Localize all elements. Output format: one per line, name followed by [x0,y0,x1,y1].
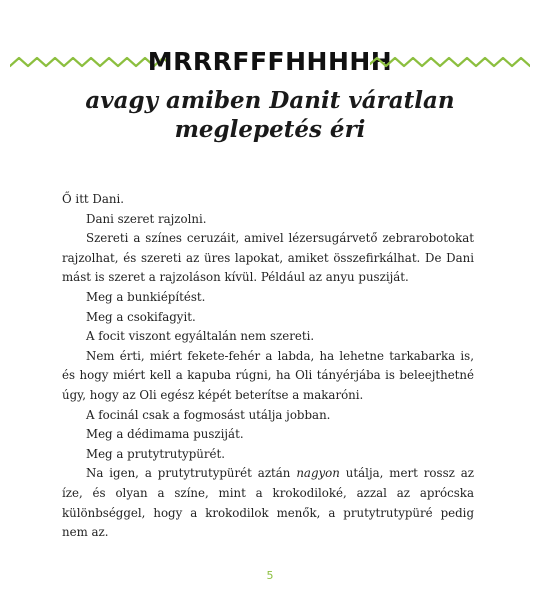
paragraph: A focit viszont egyáltalán nem szereti. [86,329,315,344]
zigzag-ornament-right [370,52,530,72]
paragraph-last [62,464,474,542]
subtitle-line-1: avagy amiben Danit váratlan [85,87,455,114]
page-number: 5 [266,569,274,582]
paragraph: Dani szeret rajzolni. [86,211,207,226]
paragraph: Szereti a színes ceruzáit, amivel lézersugárvető zebrarobotokat rajzolhat, és szereti az üres lapokat, amiket összefirkálhat. De Dani mást is szeret a rajzoláson kívül. Például az anyu pusziját. [62,231,474,285]
emphasized-word: nagyon [296,466,340,481]
paragraph: Meg a dédimama pusziját. [86,427,244,442]
paragraph: A focinál csak a fogmosást utálja jobban. [86,407,331,422]
story-text [62,190,474,543]
paragraph: Meg a bunkiépítést. [86,289,206,304]
chapter-subtitle [0,86,540,144]
paragraph-text: Na igen, a prutytrutypürét aztán [86,466,297,481]
paragraph-text: utálja, mert rossz az íze, és olyan a színe, mint a krokodiloké, azzal az aprócska különbséggel, hogy a krokodilok menők, a prutytrutypüré pedig nem az. [62,466,474,540]
subtitle-line-2: meglepetés éri [174,116,366,143]
paragraph: Ő itt Dani. [62,192,125,206]
chapter-title: MRRRFFFHHHHH [147,47,393,76]
paragraph: Meg a prutytrutypürét. [86,446,225,461]
paragraph: Meg a csokifagyit. [86,309,196,324]
paragraph: Nem érti, miért fekete-fehér a labda, ha lehetne tarkabarka is, és hogy miért kell a kapuba rúgni, ha Oli tányérjába is beleejthetné úgy, hogy az Oli egész képét beterítse a makaróni. [62,348,474,402]
